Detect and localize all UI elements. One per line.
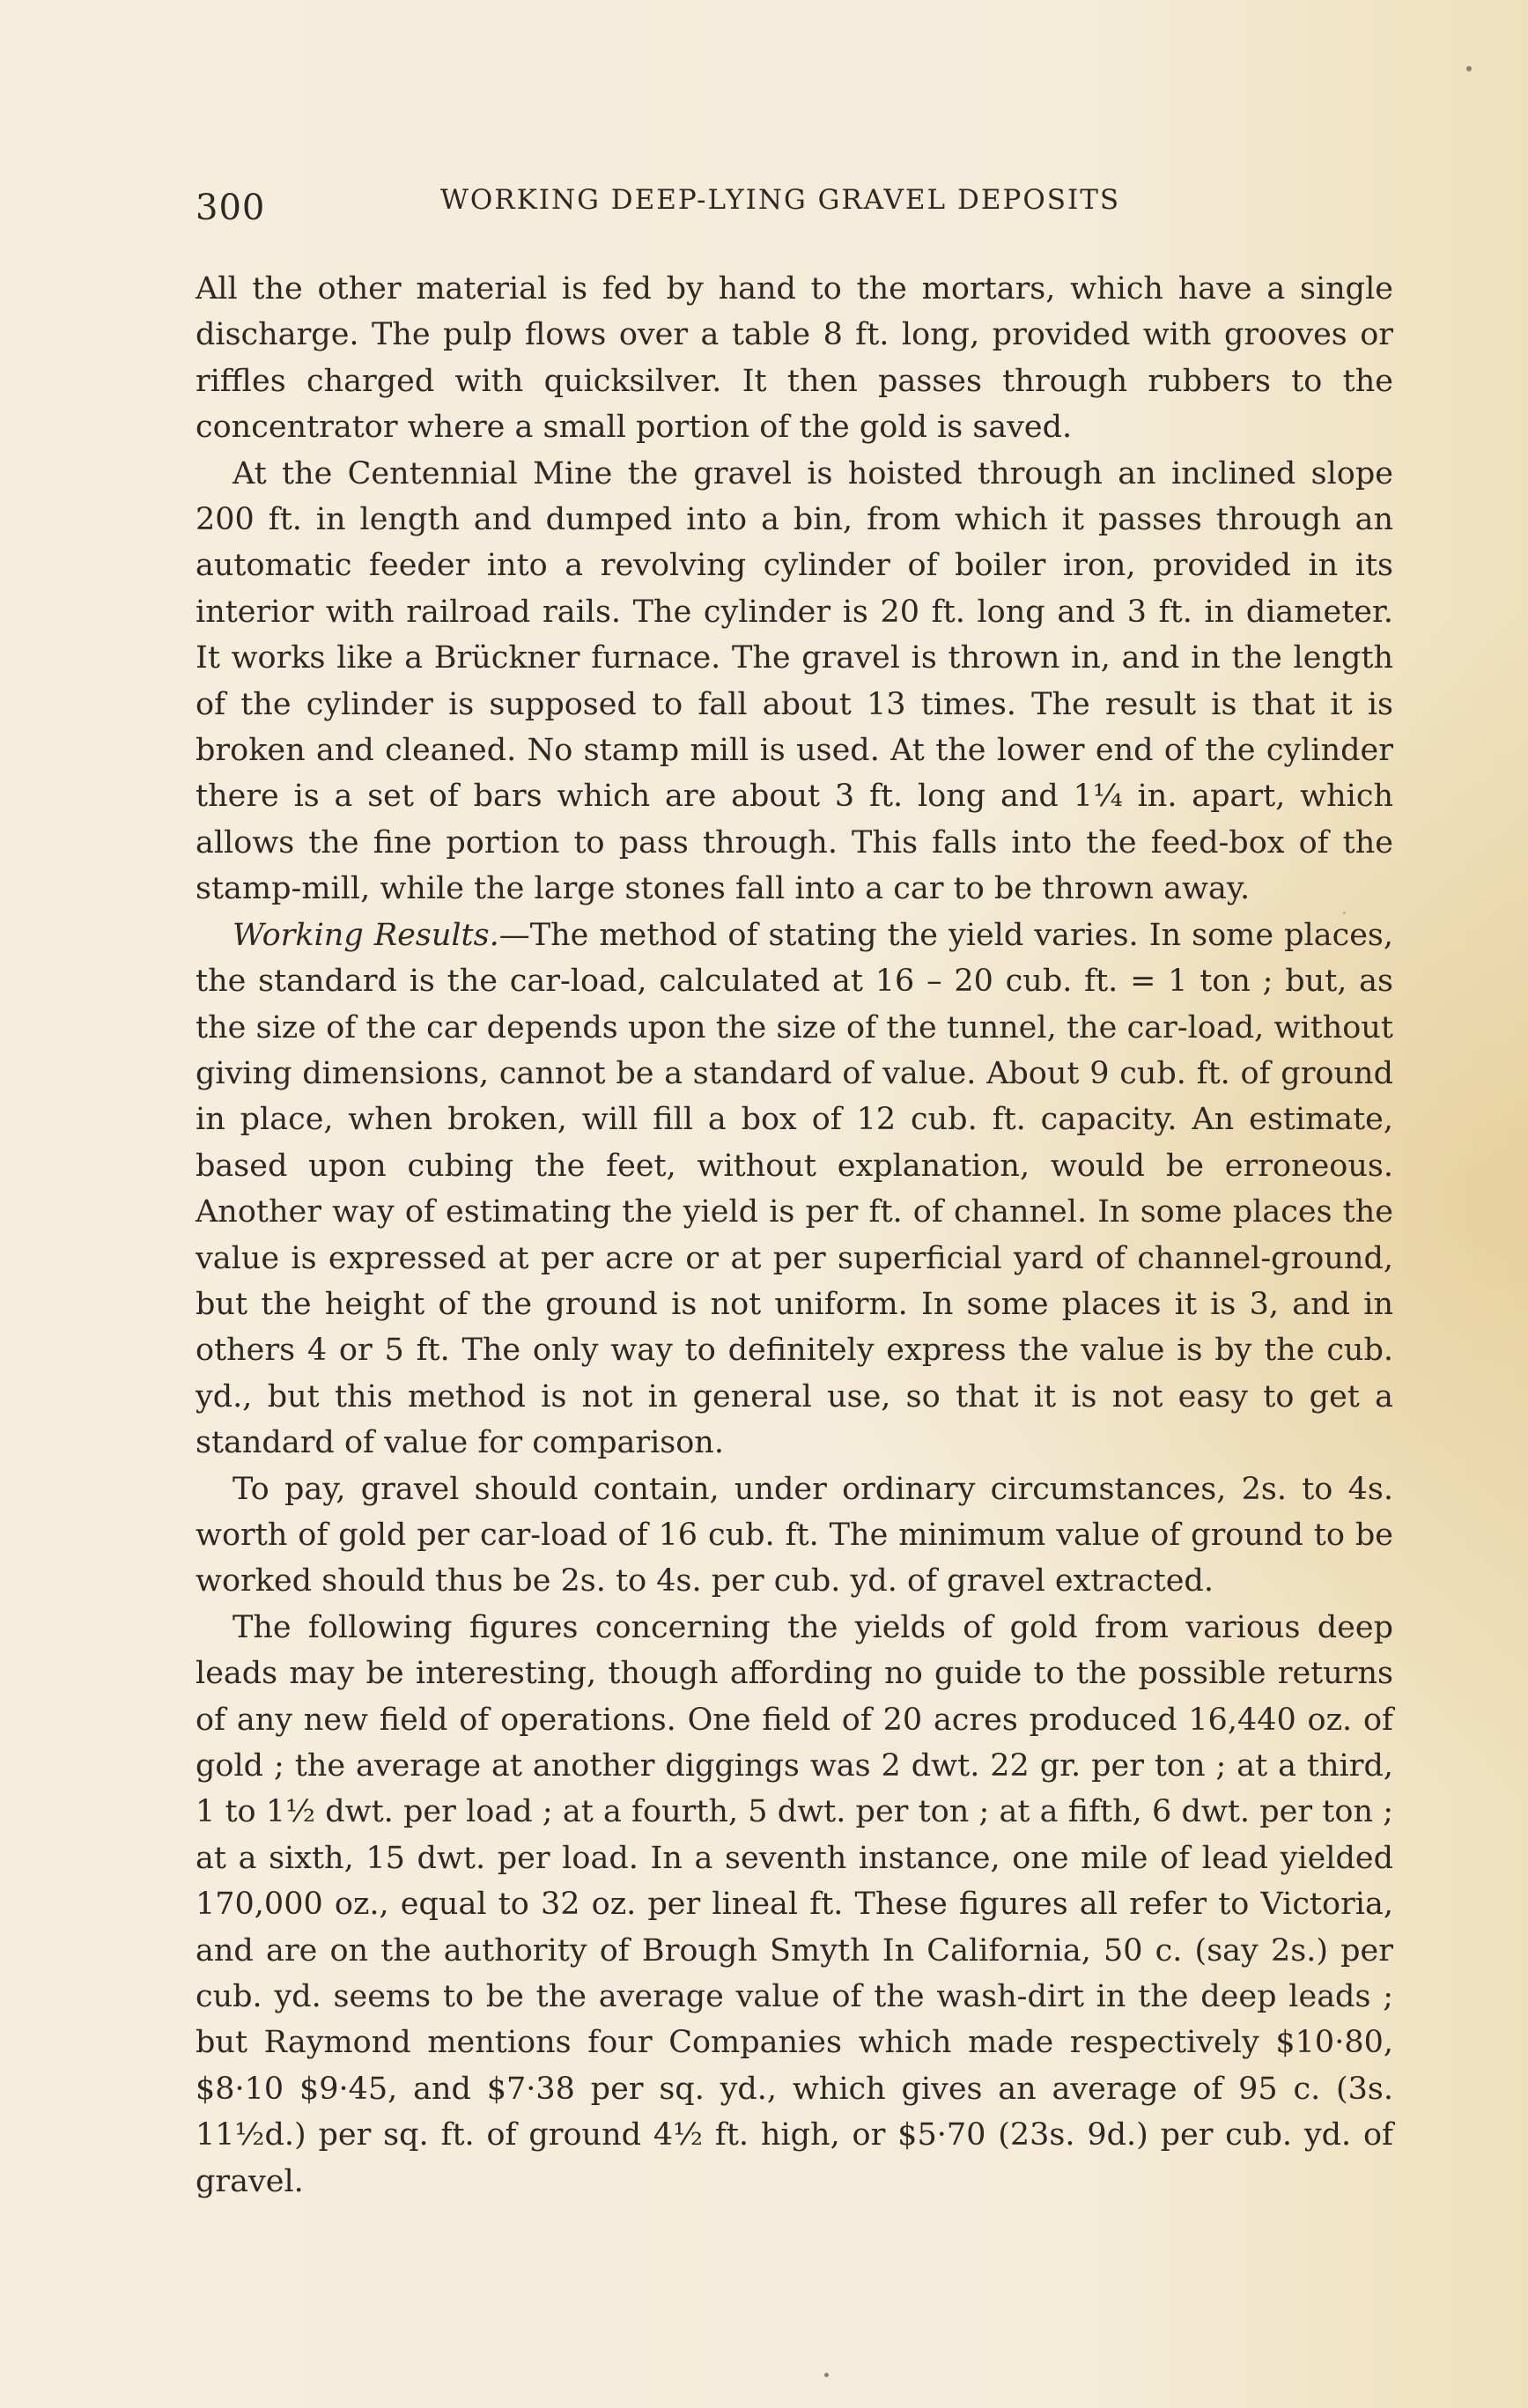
paper-speck — [1466, 66, 1472, 71]
body-text — [196, 266, 1393, 2205]
run-in-heading: Working Results. — [233, 917, 499, 953]
paragraph-mortars: All the other material is fed by hand to the mortars, which have a single discharge. The pulp flows over a table 8 ft. long, provided with grooves or riffles charged with quicksilver. It then passes through rubbers to the concentrator where a small portion of the gold is saved. — [196, 271, 1393, 446]
paragraph-to-pay: To pay, gravel should contain, under ordinary circumstances, 2s. to 4s. worth of gold per car-load of 16 cub. ft. The minimum value of ground to be worked should thus be 2s. to 4s. per cub. yd. of gravel extracted. — [196, 1471, 1393, 1599]
paper-speck — [1343, 912, 1346, 914]
page-header — [196, 181, 1402, 233]
paragraph-centennial-mine: At the Centennial Mine the gravel is hoisted through an inclined slope 200 ft. in length and dumped into a bin, from which it passes through an automatic feeder into a revolving cylinder of boiler iron, provided in its interior with railroad rails. The cylinder is 20 ft. long and 3 ft. in diameter. It works like a Brückner furnace. The gravel is thrown in, and in the length of the cylinder is supposed to fall about 13 times. The result is that it is broken and cleaned. No stamp mill is used. At the lower end of the cylinder there is a set of bars which are about 3 ft. long and 1¼ in. apart, which allows the fine portion to pass through. This falls into the feed-box of the stamp-mill, while the large stones fall into a car to be thrown away. — [196, 455, 1393, 907]
running-head: WORKING DEEP-LYING GRAVEL DEPOSITS — [440, 184, 1121, 216]
paragraph-working-results — [196, 912, 1393, 1466]
page-number: 300 — [196, 188, 266, 228]
paragraph-working-results-text: —The method of stating the yield varies. In some places, the standard is the car-load, calculated at 16 – 20 cub. ft. = 1 ton ; but, as the size of the car depends upon the size of the tunnel, the car-load, without giving dimensions, cannot be a standard of value. About 9 cub. ft. of ground in place, when broken, will fill a box of 12 cub. ft. capacity. An estimate, based upon cubing the feet, without explanation, would be erroneous. Another way of estimating the yield is per ft. of channel. In some places the value is expressed at per acre or at per superficial yard of channel-ground, but the height of the ground is not uniform. In some places it is 3, and in others 4 or 5 ft. The only way to definitely express the value is by the cub. yd., but this method is not in general use, so that it is not easy to get a standard of value for comparison. — [196, 917, 1393, 1461]
paper-speck — [824, 2373, 829, 2377]
paragraph-yield-figures: The following figures concerning the yields of gold from various deep leads may be interesting, though affording no guide to the possible returns of any new field of operations. One field of 20 acres produced 16,440 oz. of gold ; the average at another diggings was 2 dwt. 22 gr. per ton ; at a third, 1 to 1½ dwt. per load ; at a fourth, 5 dwt. per ton ; at a fifth, 6 dwt. per ton ; at a sixth, 15 dwt. per load. In a seventh instance, one mile of lead yielded 170,000 oz., equal to 32 oz. per lineal ft. These figures all refer to Victoria, and are on the authority of Brough Smyth In California, 50 c. (say 2s.) per cub. yd. seems to be the average value of the wash-dirt in the deep leads ; but Raymond mentions four Companies which made respectively $10·80, $8·10 $9·45, and $7·38 per sq. yd., which gives an average of 95 c. (3s. 11½d.) per sq. ft. of ground 4½ ft. high, or $5·70 (23s. 9d.) per cub. yd. of gravel. — [196, 1609, 1393, 2199]
